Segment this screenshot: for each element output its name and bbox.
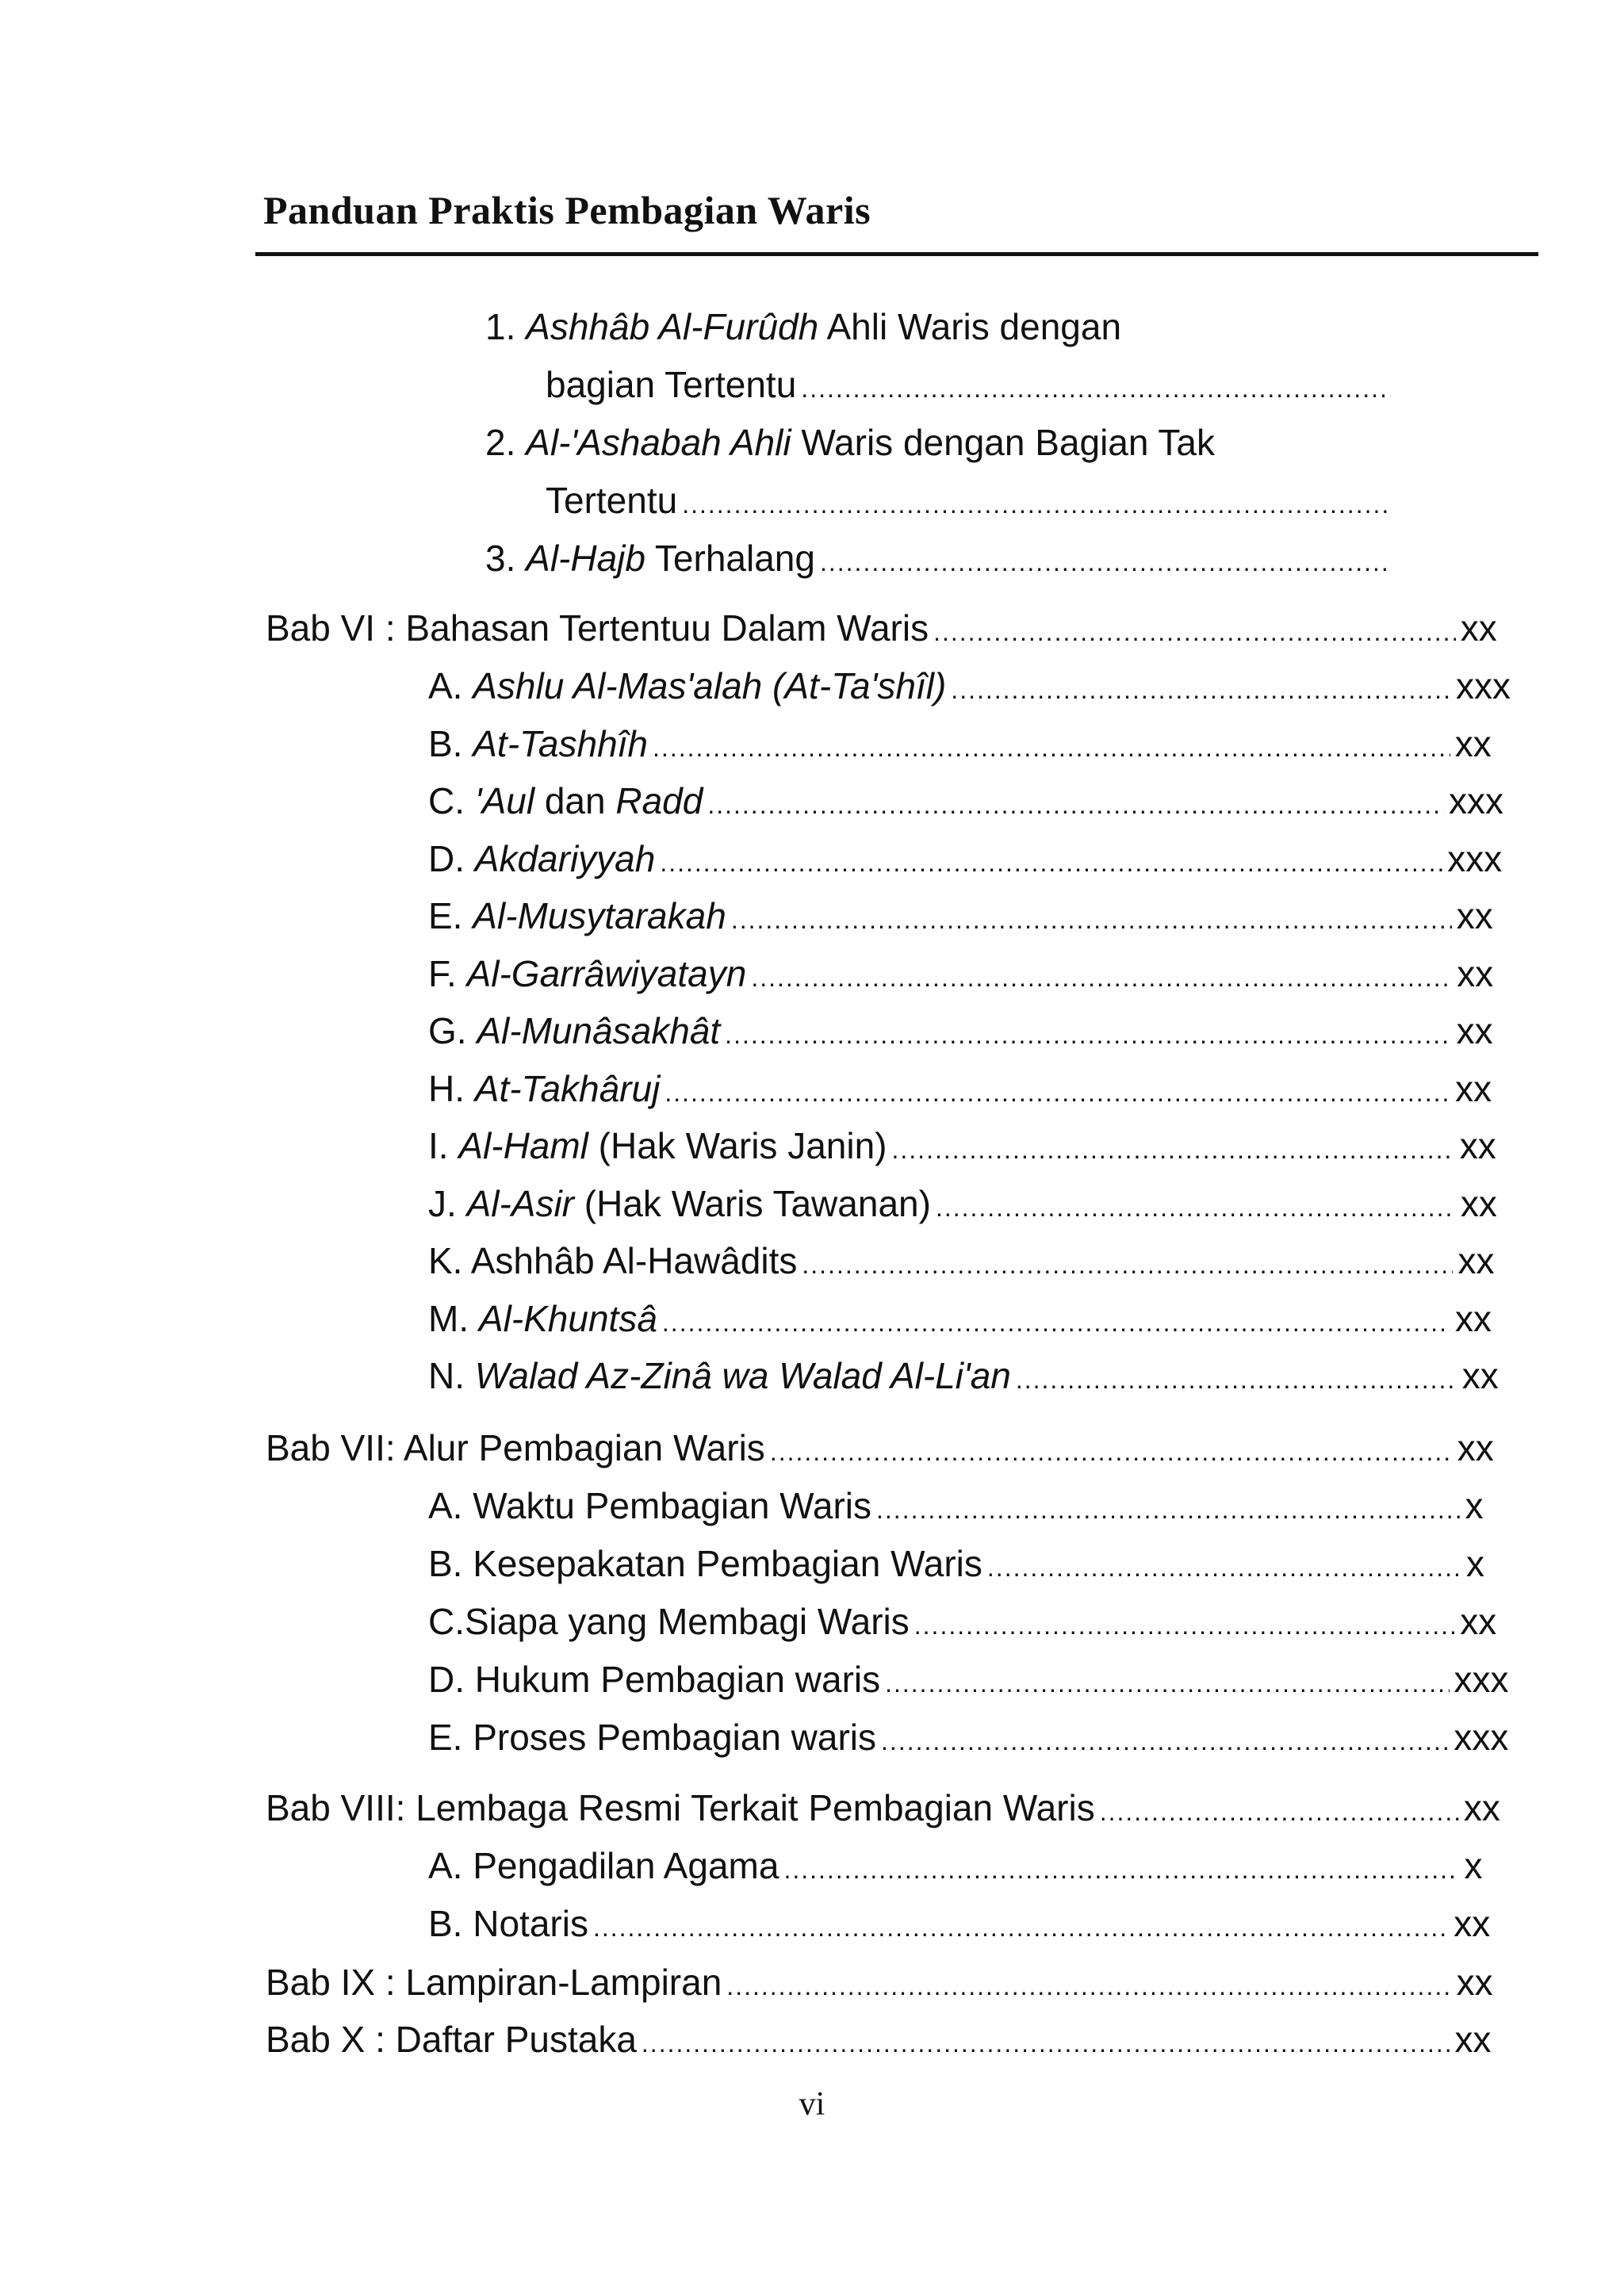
toc-item-2-line1[interactable]: 2. Al-'Ashabah Ahli Waris dengan Bagian Tak bbox=[485, 422, 1215, 463]
leader-dots bbox=[987, 1544, 1461, 1591]
page-ref: xx bbox=[1454, 722, 1492, 764]
page-ref: x bbox=[1465, 1543, 1484, 1584]
toc-bab6-item[interactable]: J. Al-Asir (Hak Waris Tawanan) ..... xx bbox=[428, 1180, 1471, 1227]
page-ref: x bbox=[1465, 1485, 1484, 1526]
page-ref: xx bbox=[1454, 1903, 1491, 1944]
page-ref: xxx bbox=[1454, 1717, 1509, 1758]
page-ref: xx bbox=[1459, 1125, 1496, 1166]
toc-bab6-item[interactable]: I. Al-Haml (Hak Waris Janin) ..... xx bbox=[428, 1122, 1471, 1170]
toc-bab6-item[interactable]: M. Al-Khuntsâ ..... xx bbox=[428, 1295, 1471, 1342]
page-ref: xx bbox=[1455, 1297, 1492, 1339]
page-ref: xxx bbox=[1455, 665, 1511, 706]
running-header: Panduan Praktis Pembagian Waris bbox=[263, 188, 871, 232]
toc-bab6-item[interactable]: N. Walad Az-Zinâ wa Walad Al-Li'an ..... xx bbox=[428, 1352, 1471, 1399]
leader-dots bbox=[660, 839, 1442, 886]
toc-item-1-line1[interactable]: 1. Ashhâb Al-Furûdh Ahli Waris dengan bbox=[485, 306, 1122, 347]
toc-bab7-item[interactable]: A. Waktu Pembagian Waris ..... x bbox=[428, 1482, 1471, 1529]
toc-bab6-item[interactable]: C. 'Aul dan Radd ..... xxx bbox=[428, 777, 1471, 825]
toc-bab7[interactable]: Bab VII: Alur Pembagian Waris ..... xx bbox=[266, 1424, 1471, 1472]
leader-dots bbox=[892, 1126, 1455, 1173]
leader-dots bbox=[914, 1602, 1456, 1649]
leader-dots bbox=[876, 1486, 1461, 1533]
leader-dots bbox=[933, 608, 1456, 656]
toc-bab9[interactable]: Bab IX : Lampiran-Lampiran ..... xx bbox=[266, 1958, 1471, 2006]
toc-bab6-item[interactable]: E. Al-Musytarakah ..... xx bbox=[428, 892, 1471, 940]
toc-bab8-item[interactable]: A. Pengadilan Agama ..... x bbox=[428, 1842, 1471, 1889]
toc-bab6-item[interactable]: A. Ashlu Al-Mas'alah (At-Ta'shîl) ..... xxx bbox=[428, 662, 1471, 710]
leader-dots bbox=[802, 1241, 1453, 1288]
page-ref: xxx bbox=[1448, 780, 1503, 821]
leader-dots bbox=[731, 896, 1452, 944]
toc-item-1-line2[interactable]: bagian Tertentu ..... bbox=[546, 361, 1396, 408]
page-ref: xx bbox=[1456, 895, 1493, 936]
leader-dots bbox=[1016, 1356, 1457, 1403]
toc-bab7-item[interactable]: C.Siapa yang Membagi Waris ..... xx bbox=[428, 1598, 1471, 1645]
leader-dots bbox=[726, 1962, 1451, 2010]
page-ref: xx bbox=[1461, 1355, 1499, 1396]
leader-dots bbox=[751, 954, 1452, 1001]
toc-bab6-item[interactable]: D. Akdariyyah ..... xxx bbox=[428, 835, 1471, 882]
toc-item-2-line2[interactable]: Tertentu ..... bbox=[546, 477, 1396, 524]
leader-dots bbox=[642, 2019, 1450, 2067]
toc-bab6-item[interactable]: F. Al-Garrâwiyatayn ..... xx bbox=[428, 950, 1471, 997]
page-ref: xx bbox=[1457, 952, 1494, 994]
page-ref: xx bbox=[1457, 1427, 1494, 1468]
leader-dots bbox=[820, 538, 1391, 586]
page-ref: xxx bbox=[1454, 1659, 1509, 1700]
toc-bab10[interactable]: Bab X : Daftar Pustaka ..... xx bbox=[266, 2016, 1471, 2063]
toc-item-3[interactable]: 3. Al-Hajb Terhalang ..... bbox=[485, 534, 1396, 582]
leader-dots bbox=[936, 1184, 1456, 1231]
leader-dots bbox=[951, 666, 1451, 714]
page-ref: xx bbox=[1454, 2019, 1492, 2060]
leader-dots bbox=[783, 1846, 1459, 1893]
leader-dots bbox=[1100, 1788, 1459, 1836]
toc-bab6[interactable]: Bab VI : Bahasan Tertentuu Dalam Waris ..... xx bbox=[266, 604, 1471, 652]
page-ref: x bbox=[1464, 1845, 1483, 1886]
leader-dots bbox=[770, 1428, 1453, 1476]
leader-dots bbox=[885, 1660, 1449, 1707]
leader-dots bbox=[682, 480, 1391, 528]
leader-dots bbox=[665, 1069, 1450, 1116]
leader-dots bbox=[593, 1904, 1449, 1951]
toc-bab7-item[interactable]: E. Proses Pembagian waris ..... xxx bbox=[428, 1713, 1471, 1761]
page-ref: xx bbox=[1455, 1067, 1492, 1109]
leader-dots bbox=[801, 365, 1391, 412]
page-ref: xx bbox=[1460, 607, 1497, 649]
toc-bab6-item[interactable]: K. Ashhâb Al-Hawâdits ..... xx bbox=[428, 1237, 1471, 1284]
toc-bab6-item[interactable]: B. At-Tashhîh ..... xx bbox=[428, 720, 1471, 768]
leader-dots bbox=[707, 781, 1444, 829]
toc-bab6-item[interactable]: H. At-Takhâruj ..... xx bbox=[428, 1065, 1471, 1112]
page-ref: xx bbox=[1457, 1240, 1495, 1281]
toc-bab7-item[interactable]: D. Hukum Pembagian waris ..... xxx bbox=[428, 1656, 1471, 1703]
page-ref: xx bbox=[1460, 1182, 1497, 1224]
page-number: vi bbox=[799, 2086, 825, 2123]
toc-bab6-item[interactable]: G. Al-Munâsakhât ..... xx bbox=[428, 1007, 1471, 1055]
toc-bab8[interactable]: Bab VIII: Lembaga Resmi Terkait Pembagian Waris ..... xx bbox=[266, 1784, 1471, 1832]
page-ref: xx bbox=[1463, 1787, 1500, 1828]
toc-bab8-item[interactable]: B. Notaris ..... xx bbox=[428, 1900, 1471, 1947]
toc-bab7-item[interactable]: B. Kesepakatan Pembagian Waris ..... x bbox=[428, 1540, 1471, 1587]
header-rule bbox=[255, 252, 1538, 256]
leader-dots bbox=[881, 1717, 1449, 1765]
page-ref: xx bbox=[1456, 1010, 1493, 1051]
page-ref: xxx bbox=[1447, 837, 1503, 879]
page-ref: xx bbox=[1460, 1601, 1497, 1642]
leader-dots bbox=[662, 1299, 1450, 1346]
page-ref: xx bbox=[1456, 1962, 1493, 2003]
leader-dots bbox=[725, 1011, 1451, 1059]
leader-dots bbox=[653, 724, 1450, 771]
